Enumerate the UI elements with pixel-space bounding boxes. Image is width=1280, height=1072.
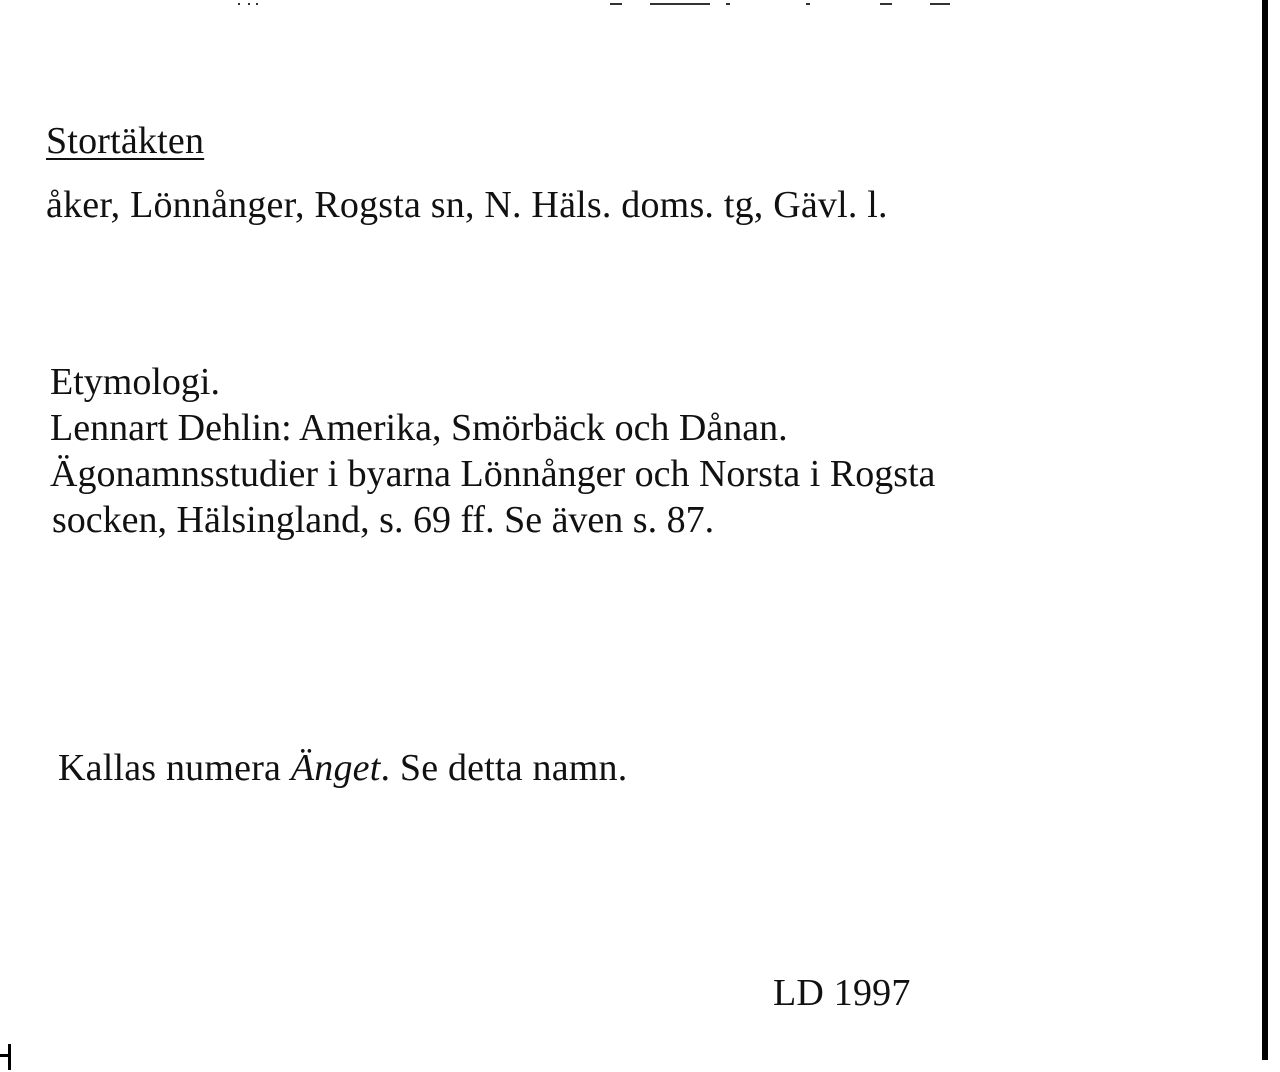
etymology-section [50, 360, 935, 542]
scan-speck [880, 3, 892, 5]
scan-speck [238, 3, 240, 5]
scan-speck [248, 3, 250, 5]
note-prefix: Kallas numera [58, 747, 291, 789]
scan-mark-stroke [8, 1044, 11, 1070]
scan-speck [806, 3, 810, 5]
etymology-line: socken, Hälsingland, s. 69 ff. Se även s. 87. [52, 499, 715, 541]
etymology-line: Ägonamnsstudier i byarna Lönnånger och Norsta i Rogsta [50, 453, 936, 495]
entry-title: Stortäkten [46, 120, 205, 162]
author-signature: LD 1997 [773, 972, 911, 1014]
scan-speck [610, 3, 622, 5]
current-name-note [58, 745, 627, 791]
scan-edge-mark [0, 1040, 14, 1072]
scan-speck [726, 3, 730, 5]
scan-speck [256, 3, 258, 5]
scan-speck [650, 3, 710, 5]
scan-speck [930, 3, 950, 5]
note-suffix: . Se detta namn. [380, 747, 628, 789]
etymology-line: Lennart Dehlin: Amerika, Smörbäck och Dånan. [50, 407, 788, 449]
etymology-heading: Etymologi. [50, 361, 220, 403]
scan-specks-top [230, 0, 970, 8]
entry-location: åker, Lönnånger, Rogsta sn, N. Häls. doms. tg, Gävl. l. [46, 184, 888, 226]
scan-mark-stroke [0, 1054, 10, 1057]
note-current-name: Änget [290, 747, 381, 789]
card-right-edge [1262, 0, 1268, 1060]
